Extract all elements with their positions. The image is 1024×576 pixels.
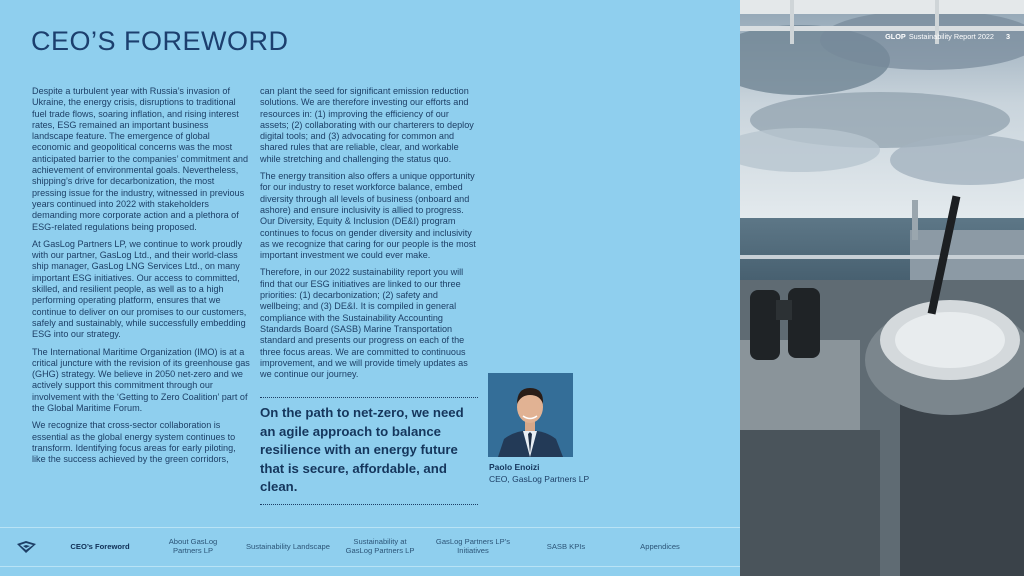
nav-sustainability-landscape[interactable]: Sustainability Landscape: [245, 541, 330, 551]
paragraph: We recognize that cross-sector collaboration is essential as the global energy system continues to transform. Identifying focus areas for early piloting, like the success achieved by the green corridors,: [32, 420, 236, 465]
paragraph: Therefore, in our 2022 sustainability report you will find that our ESG initiatives are linked to our three priorities: (1) decarbonization; (2) safety and wellbeing; and (3) DE&I. It is compiled in general compliance with the Sustainability Accounting Standards Board (SASB) Marine Transportation standard and presents our progress on each of the three focus areas. We are committed to continuous improvement, and we will provide timely updates as we continue our journey.: [260, 267, 468, 380]
paragraph: The International Maritime Organization (IMO) is at a critical juncture with the revision of its greenhouse gas (GHG) strategy. We believe in 2050 net-zero and we actively support this commitment through our involvement with the ‘Getting to Zero Coalition’ part of the Global Maritime Forum.: [32, 346, 250, 414]
bottom-navigation: [0, 527, 740, 567]
nav-initiatives[interactable]: GasLog Partners LP’s Initiatives: [435, 537, 511, 555]
paragraph: At GasLog Partners LP, we continue to work proudly with our partner, GasLog Ltd., and their world-class ship manager, GasLog LNG Services Ltd., on many important ESG initiatives. Our access to committed, skilled, and resilient people, as well as to a high performing operating platform, ensures that we continue to deliver on our promises to our customers, safely and sustainably, while successfully embedding ESG into our strategy.: [32, 238, 247, 340]
nav-appendices[interactable]: Appendices: [640, 541, 680, 551]
text-column-2: [260, 86, 478, 386]
gaslog-logo-icon[interactable]: [16, 540, 38, 559]
nav-about-gaslog[interactable]: About GasLog Partners LP: [168, 537, 218, 555]
nav-sustainability-at-gaslog[interactable]: Sustainability at GasLog Partners LP: [345, 537, 415, 555]
signature-role: CEO, GasLog Partners LP: [489, 474, 590, 484]
nav-ceo-foreword[interactable]: CEO’s Foreword: [70, 541, 130, 551]
page-title: CEO’S FOREWORD: [31, 26, 289, 56]
text-column-1: [32, 86, 250, 472]
report-header: [885, 32, 994, 41]
nav-sasb-kpis[interactable]: SASB KPIs: [546, 541, 586, 551]
ceo-portrait: [488, 373, 573, 457]
paragraph: Despite a turbulent year with Russia’s invasion of Ukraine, the energy crisis, disruptions to traditional fuel trade flows, soaring inflation, and rising interest rates, ESG remained an important business landscape feature. The emergence of global economic and geopolitical concerns was the most anticipated barrier to the companies’ commitment and achievement of environmental goals. Nevertheless, shipping’s drive for decarbonization, the most pressing issue for the industry, witnessed in previous years continued into 2022 with stakeholders demanding more corporate action and a plethora of ESG-related regulations being proposed.: [32, 86, 248, 232]
brand-label: GLOP: [885, 32, 906, 41]
page-number: 3: [1005, 32, 1010, 41]
signature-name: Paolo Enoizi: [489, 462, 540, 472]
report-title: Sustainability Report 2022: [908, 32, 994, 41]
paragraph: The energy transition also offers a unique opportunity for our industry to reset workforce balance, embed diversity through all levels of business (onboard and ashore) and ensure inclusivity is allied to progress. Our Diversity, Equity & Inclusion (DE&I) program continues to focus on gender diversity and inclusivity as we recognize that caring for our people is the most important investment we could ever make.: [260, 171, 476, 261]
pull-quote: On the path to net-zero, we need an agile approach to balance resilience with an energy future that is secure, affordable, and clean.: [260, 397, 478, 505]
paragraph: can plant the seed for significant emission reduction solutions. We are therefore investing our efforts and resources in: (1) improving the efficiency of our assets; (2) collaborating with our charterers to deploy digital tools; and (3) advocating for common and shared rules that are reliable, clear, and workable while stretching and challenging the status quo.: [260, 86, 474, 164]
ship-bridge-photo: [740, 0, 1024, 576]
